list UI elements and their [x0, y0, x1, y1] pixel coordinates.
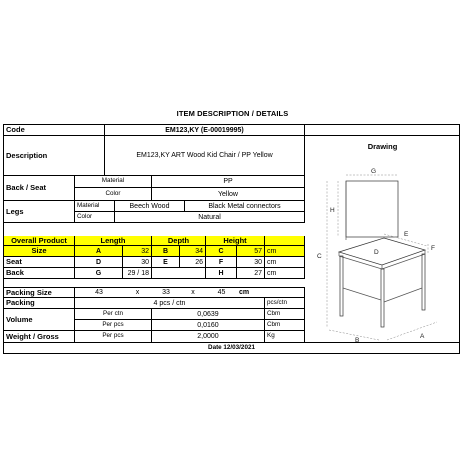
dim-d-value: 30: [123, 257, 152, 268]
overall-unit: cm: [265, 246, 305, 257]
drawing-panel: [305, 136, 459, 343]
volume-per-ctn-value: 0,0639: [152, 309, 265, 320]
volume-unit-ctn: Cbm: [265, 309, 305, 320]
description-label: Description: [4, 136, 105, 176]
packing-size-label: Packing Size: [4, 287, 75, 298]
document-title: ITEM DESCRIPTION / DETAILS: [176, 109, 289, 118]
volume-unit-pcs: Cbm: [265, 320, 305, 331]
back-unit: cm: [265, 268, 305, 279]
dim-a-value: 32: [123, 246, 152, 257]
packing-size-x2: x: [180, 287, 206, 298]
seat-label: Seat: [4, 257, 75, 268]
packing-value: 4 pcs / ctn: [75, 298, 265, 309]
size-label: Size: [4, 246, 75, 257]
label-b: B: [355, 337, 360, 344]
back-seat-material-label: Material: [75, 176, 152, 188]
dim-g-letter: G: [75, 268, 123, 279]
height-header: Height: [206, 236, 265, 246]
back-seat-color-value: Yellow: [152, 188, 305, 201]
packing-size-v3: 45: [206, 287, 237, 298]
packing-size-v1: 43: [75, 287, 123, 298]
code-value: EM123,KY (E-00019995): [105, 125, 305, 136]
chair-backrest: [346, 181, 398, 237]
chair-leg-front-left: [340, 256, 343, 316]
legs-material-label: Material: [75, 201, 115, 212]
back-seat-color-label: Color: [75, 188, 152, 201]
spec-sheet: [3, 124, 460, 354]
weight-value: 2,0000: [152, 331, 265, 343]
chair-leg-front-right: [381, 269, 384, 327]
legs-label: Legs: [4, 201, 75, 223]
label-d: D: [374, 249, 379, 256]
legs-color-label: Color: [75, 212, 115, 223]
dim-f-value: 30: [237, 257, 265, 268]
label-h: H: [330, 207, 335, 214]
depth-header: Depth: [152, 236, 206, 246]
dim-e-value: 26: [180, 257, 206, 268]
weight-unit: Kg: [265, 331, 305, 343]
packing-size-unit: cm: [237, 287, 305, 298]
weight-per-pcs-label: Per pcs: [75, 331, 152, 343]
code-label: Code: [4, 125, 105, 136]
legs-connectors: Black Metal connectors: [185, 201, 305, 212]
label-g: G: [371, 168, 377, 175]
packing-size-x1: x: [123, 287, 152, 298]
weight-label: Weight / Gross: [4, 331, 75, 343]
label-a: A: [420, 333, 425, 340]
packing-unit: pcs/ctn: [265, 298, 305, 309]
dim-h-value: 27: [237, 268, 265, 279]
chair-leg-back-right: [422, 254, 425, 310]
length-header: Length: [75, 236, 152, 246]
dim-a-letter: A: [75, 246, 123, 257]
overall-product-label: Overall Product: [4, 236, 75, 246]
chair-drawing: [305, 150, 459, 344]
dim-f-letter: F: [206, 257, 237, 268]
date-stamp: Date 12/03/2021: [208, 344, 255, 352]
legs-material-value: Beech Wood: [115, 201, 185, 212]
dim-e-letter: E: [152, 257, 180, 268]
dim-c-value: 57: [237, 246, 265, 257]
dim-d-letter: D: [75, 257, 123, 268]
description-value: EM123,KY ART Wood Kid Chair / PP Yellow: [105, 136, 305, 176]
label-e: E: [404, 231, 409, 238]
drawing-title: Drawing: [367, 142, 398, 151]
dim-h-letter: H: [206, 268, 237, 279]
back-label: Back: [4, 268, 75, 279]
legs-color-value: Natural: [115, 212, 305, 223]
volume-per-ctn-label: Per ctn: [75, 309, 152, 320]
drawing-header-spacer: [305, 125, 459, 136]
back-seat-label: Back / Seat: [4, 176, 75, 201]
packing-label: Packing: [4, 298, 75, 309]
volume-label: Volume: [4, 309, 75, 331]
volume-per-pcs-label: Per pcs: [75, 320, 152, 331]
back-empty-cell: [152, 268, 206, 279]
seat-unit: cm: [265, 257, 305, 268]
back-seat-material-value: PP: [152, 176, 305, 188]
label-f: F: [431, 245, 435, 252]
dim-b-value: 34: [180, 246, 206, 257]
label-c: C: [317, 253, 322, 260]
dim-g-value: 29 / 18: [123, 268, 152, 279]
dim-c-letter: C: [206, 246, 237, 257]
dim-b-letter: B: [152, 246, 180, 257]
volume-per-pcs-value: 0,0160: [152, 320, 265, 331]
overall-header-spacer: [265, 236, 305, 246]
packing-size-v2: 33: [152, 287, 180, 298]
